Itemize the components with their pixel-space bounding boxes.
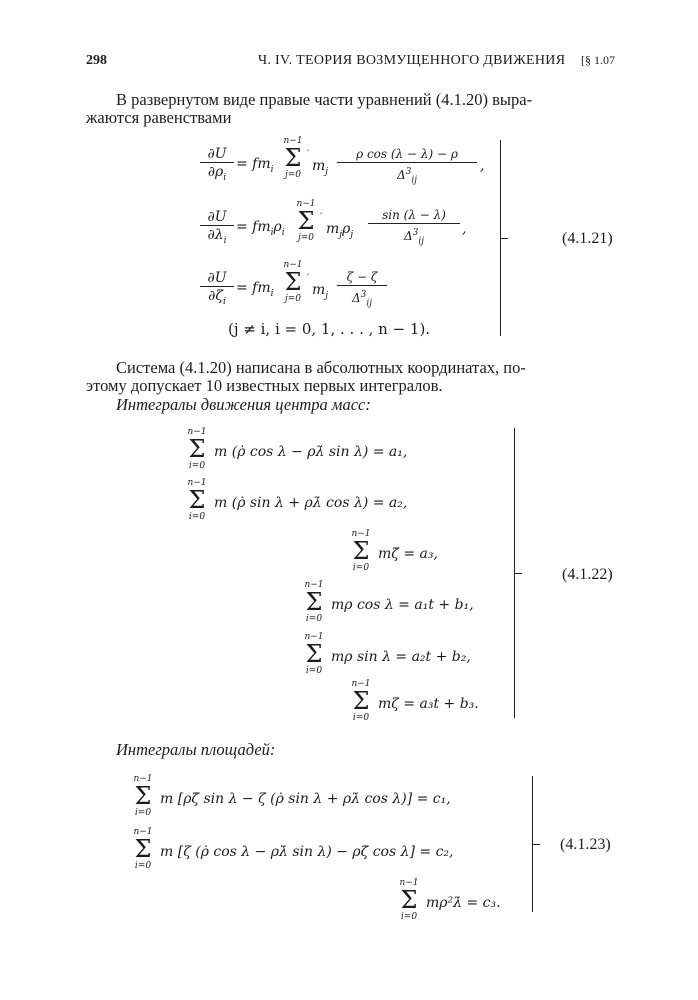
partial-derivative: $\frac{\partial U}{\partial\rho_i}$ [200, 146, 234, 187]
partial-derivative: $\frac{\partial U}{\partial\zeta_i}$ [200, 270, 234, 311]
sum-symbol: n−1 Σ i=0 [133, 827, 153, 871]
punctuation: , [462, 221, 467, 237]
equation-number: (4.1.21) [562, 230, 613, 247]
paragraph-line: В развернутом виде правые части уравнений (4.1.20) выра- [116, 90, 533, 109]
sum-symbol: n−1 Σ j=0 [296, 199, 316, 243]
sum-symbol: n−1 Σ i=0 [304, 632, 324, 676]
paragraph-line: жаются равенствами [86, 108, 232, 127]
subheading: Интегралы площадей: [116, 740, 276, 759]
sum-symbol: n−1 Σ i=0 [187, 427, 207, 471]
sum-symbol: n−1 Σ i=0 [351, 679, 371, 723]
sum-symbol: n−1 Σ i=0 [351, 529, 371, 573]
punctuation: , [480, 158, 485, 174]
equation-term: = $fm_i$ [236, 156, 274, 175]
sum-symbol: n−1 Σ i=0 [133, 774, 153, 818]
brace-tip [514, 573, 522, 574]
equation-term: $m_j\rho_j$ [326, 221, 354, 240]
equation-line: mρ cos λ = a₁t + b₁, [331, 597, 474, 613]
equation-term: $m_j$ [312, 282, 329, 301]
equation-term: = $fm_i$ [236, 280, 274, 299]
paragraph-line: Система (4.1.20) написана в абсолютных координатах, по- [116, 358, 526, 377]
index-condition: (j ≠ i, i = 0, 1, . . . , n − 1). [228, 320, 431, 338]
equation-term: ′ [307, 273, 310, 284]
equation-line: m (ρ̇ sin λ + ρλ̇ cos λ) = a₂, [214, 495, 408, 511]
sum-symbol: n−1 Σ i=0 [399, 878, 419, 922]
equation-line: m [ρζ̇ sin λ − ζ (ρ̇ sin λ + ρλ̇ cos λ)] = c₁, [160, 791, 451, 807]
equation-term: ′ [320, 212, 323, 223]
equation-line: mζ = a₃t + b₃. [378, 696, 479, 712]
brace-tip [500, 238, 508, 239]
equation-term: $m_j$ [312, 158, 329, 177]
fraction: $\frac{\text{ρ cos (λ − λ) − ρ}}{\Delta^3_{ij}}$ [337, 146, 477, 189]
running-title: Ч. IV. ТЕОРИЯ ВОЗМУЩЕННОГО ДВИЖЕНИЯ [258, 53, 566, 68]
sum-symbol: n−1 Σ j=0 [283, 136, 303, 180]
equation-line: m (ρ̇ cos λ − ρλ̇ sin λ) = a₁, [214, 444, 408, 460]
equation-line: m [ζ (ρ̇ cos λ − ρλ̇ sin λ) − ρζ̇ cos λ] = c₂, [160, 844, 454, 860]
sum-symbol: n−1 Σ j=0 [283, 260, 303, 304]
fraction: $\frac{\zeta - \zeta}{\Delta^3_{ij}}$ [337, 269, 387, 312]
equation-line: mρ²λ̇ = c₃. [426, 895, 501, 911]
equation-term: ′ [307, 149, 310, 160]
page-number: 298 [86, 53, 107, 68]
equation-term: = $fm_i\rho_i$ [236, 219, 285, 238]
equation-number: (4.1.22) [562, 566, 613, 583]
sum-symbol: n−1 Σ i=0 [187, 478, 207, 522]
paragraph-line: этому допускает 10 известных первых интегралов. [86, 376, 443, 395]
section-number: [§ 1.07 [581, 53, 615, 67]
fraction: $\frac{\sin (\lambda - \lambda)}{\Delta^3_{ij}}$ [368, 207, 460, 250]
equation-number: (4.1.23) [560, 836, 611, 853]
subheading: Интегралы движения центра масс: [116, 395, 371, 414]
brace-tip [532, 844, 540, 845]
equation-line: mζ̇ = a₃, [378, 546, 438, 562]
partial-derivative: $\frac{\partial U}{\partial\lambda_i}$ [200, 209, 234, 250]
equation-line: mρ sin λ = a₂t + b₂, [331, 649, 471, 665]
sum-symbol: n−1 Σ i=0 [304, 580, 324, 624]
